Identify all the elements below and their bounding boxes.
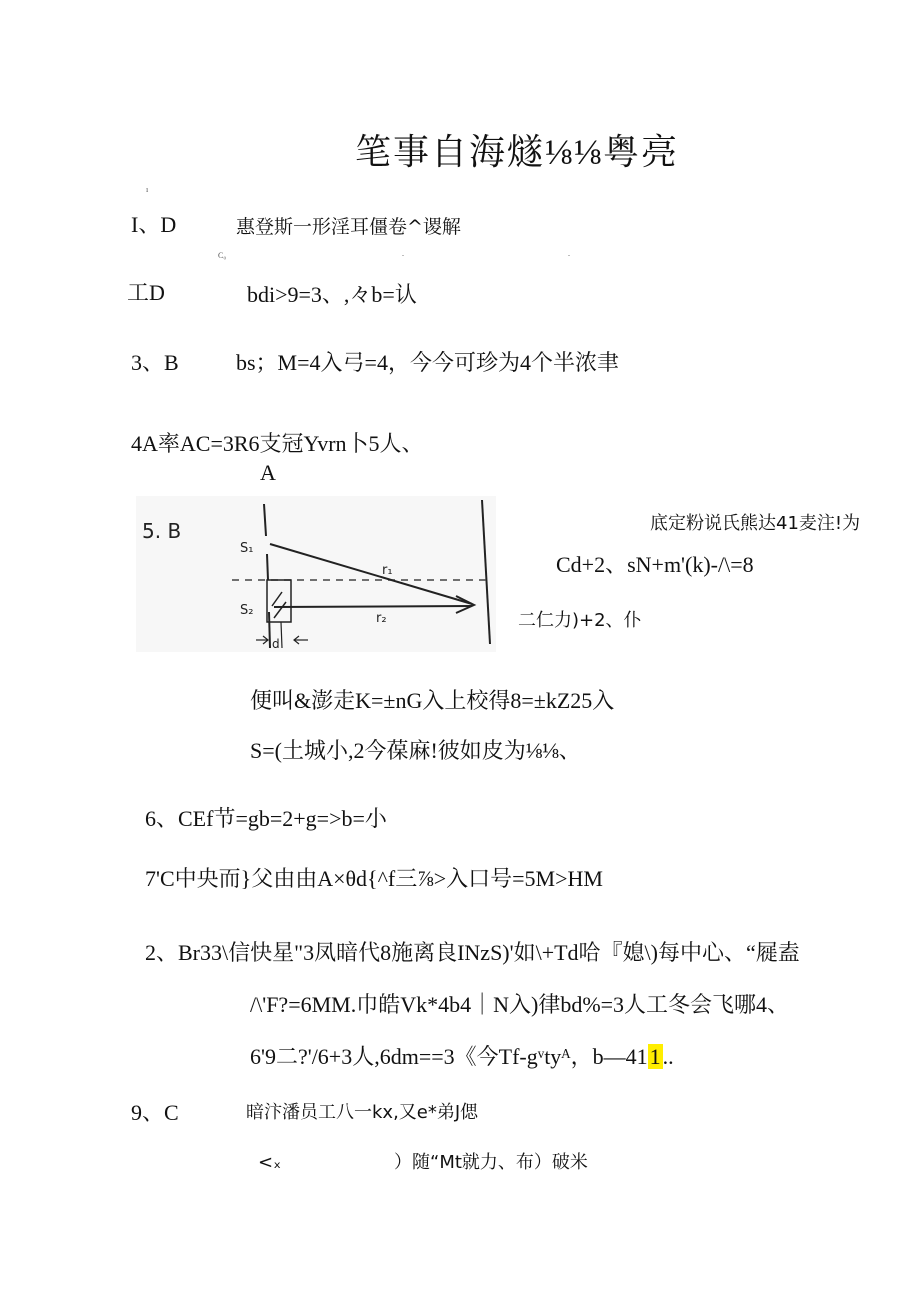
- page-title: 笔事自海燧⅛⅛粤亮: [355, 132, 680, 172]
- stray-mark: .: [568, 249, 570, 258]
- answer-number-2: 工D: [127, 280, 165, 305]
- q8-line-3-tail: ..: [662, 1044, 674, 1069]
- answer-number-3: 3、B: [131, 350, 179, 375]
- answer-text-9: 暗汴潘员工八一kx,又e*弟J偲: [246, 1102, 479, 1123]
- answer-number-9: 9、C: [131, 1100, 179, 1125]
- q5-line-3: 便叫&澎走K=±nG入上校得8=±kZ25入: [250, 688, 615, 713]
- q5-line-1: Cd+2、sN+m'(k)-/\=8: [556, 552, 754, 577]
- q5-line-4: S=(土城小,2今葆麻!彼如皮为⅛⅛、: [250, 738, 581, 763]
- stray-mark: ı: [146, 185, 149, 194]
- answer-text-8: 2、Br33\信快星"3凤暗代8施离良INzS)'如\+Td哈『媳\)每中心、“屣盍: [145, 940, 800, 965]
- q8-line-3-main: 6'9二?'/6+3人,6dm==3《今Tf-gᵛtyᴬ，b—41: [250, 1044, 648, 1069]
- stray-mark: C₀: [218, 251, 227, 260]
- label-r1: r₁: [382, 563, 393, 578]
- answer-text-3: bs；M=4入弓=4，今今可珍为4个半浓聿: [236, 350, 619, 375]
- answer-text-4-option: A: [260, 460, 276, 485]
- label-s2: S₂: [240, 603, 254, 618]
- answer-text-2: bdi>9=3、,々b=认: [247, 282, 417, 307]
- answer-text-7: 7'C中央而}父由由A×θd{^f三⅞>入口号=5M>HM: [145, 866, 603, 891]
- double-slit-diagram: [136, 496, 496, 652]
- stray-mark: .: [402, 249, 404, 258]
- label-r2: r₂: [376, 611, 387, 626]
- q8-line-3: [250, 1046, 674, 1068]
- question-5-label: 5. B: [142, 519, 182, 543]
- answer-text-1: 惠登斯一形淫耳僵卷^谡解: [236, 216, 461, 238]
- q9-line-2: ）随“Mt就力、布）破米: [394, 1152, 588, 1173]
- label-s1: S₁: [240, 541, 254, 556]
- q9-line-2-start: <ₓ: [258, 1152, 282, 1173]
- label-d: d: [272, 637, 280, 651]
- answer-text-4: 4A率AC=3R6支冠Yvrn卜5人、: [131, 431, 424, 456]
- highlighted-digit: 1: [649, 1044, 661, 1069]
- answer-text-6: 6、CEf节=gb=2+g=>b=小: [145, 806, 387, 831]
- answer-text-5: 底定粉说氏熊达41麦注!为: [650, 513, 861, 534]
- q5-line-2: 二仁力)+2、仆: [518, 610, 642, 631]
- q8-line-2: /\'F?=6MM.巾皓Vk*4b4｜N入)律bd%=3人工冬会飞哪4、: [250, 992, 790, 1017]
- answer-number-1: I、D: [131, 212, 177, 237]
